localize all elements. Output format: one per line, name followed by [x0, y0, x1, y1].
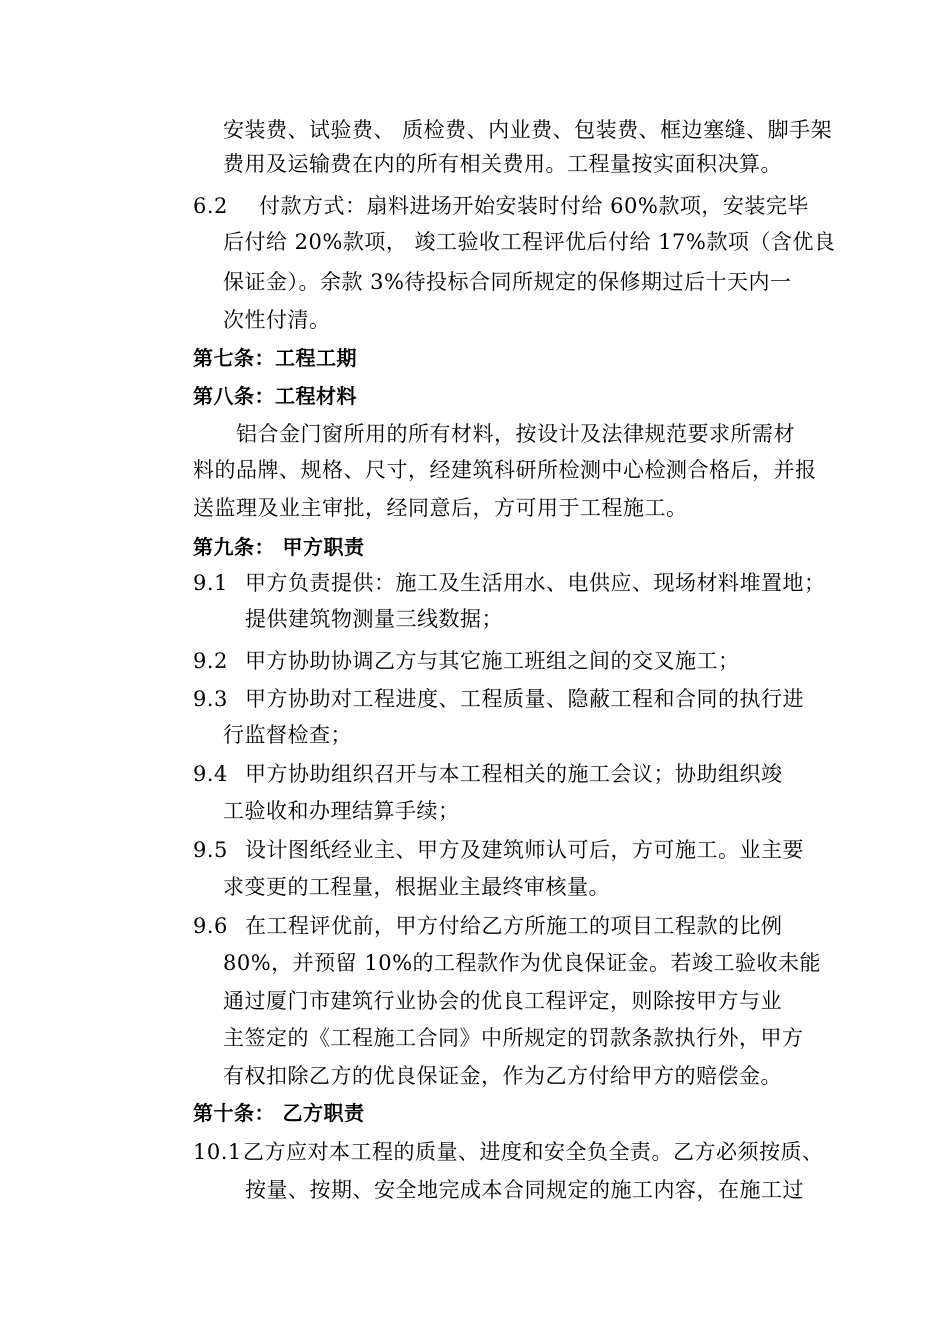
clause-number: 9.3 — [193, 687, 228, 711]
clause-6-2 — [193, 192, 809, 220]
clause-9-4 — [193, 760, 783, 788]
clause-text: 甲方协助对工程进度、工程质量、隐蔽工程和合同的执行进 — [245, 687, 804, 711]
clause-text: 付款方式：扇料进场开始安装时付给 60%款项，安装完毕 — [259, 194, 809, 218]
clause-number: 6.2 — [193, 194, 228, 218]
clause-number: 9.6 — [193, 914, 228, 938]
paragraph-line: 主签定的《工程施工合同》中所规定的罚款条款执行外，甲方 — [223, 1026, 804, 1050]
clause-number: 9.1 — [193, 571, 228, 595]
paragraph-line: 费用及运输费在内的所有相关费用。工程量按实面积决算。 — [223, 152, 782, 176]
paragraph-line: 有权扣除乙方的优良保证金，作为乙方付给甲方的赔偿金。 — [223, 1064, 782, 1088]
paragraph-line: 次性付清。 — [223, 308, 331, 332]
clause-9-2 — [193, 647, 740, 675]
article-7-heading: 第七条：工程工期 — [193, 346, 357, 370]
paragraph-line: 后付给 20%款项， 竣工验收工程评优后付给 17%款项（含优良 — [223, 230, 836, 254]
paragraph-line: 求变更的工程量，根据业主最终审核量。 — [223, 875, 610, 899]
article-9-heading: 第九条： 甲方职责 — [193, 535, 365, 559]
clause-9-3 — [193, 685, 804, 713]
paragraph-line: 送监理及业主审批，经同意后，方可用于工程施工。 — [193, 496, 688, 520]
clause-number: 9.4 — [193, 762, 228, 786]
clause-number: 9.5 — [193, 838, 228, 862]
paragraph-line: 保证金）。余款 3%待投标合同所规定的保修期过后十天内一 — [223, 270, 792, 294]
clause-10-1 — [193, 1138, 824, 1166]
paragraph-line: 通过厦门市建筑行业协会的优良工程评定，则除按甲方与业 — [223, 989, 782, 1013]
paragraph-line: 工验收和办理结算手续； — [223, 799, 460, 823]
paragraph-line: 提供建筑物测量三线数据； — [245, 607, 503, 631]
clause-number: 9.2 — [193, 649, 228, 673]
clause-9-5 — [193, 836, 804, 864]
clause-9-1 — [193, 569, 826, 597]
clause-number: 10.1 — [193, 1140, 242, 1164]
clause-text: 设计图纸经业主、甲方及建筑师认可后，方可施工。业主要 — [245, 838, 804, 862]
article-8-heading: 第八条：工程材料 — [193, 384, 357, 408]
clause-text: 甲方协助组织召开与本工程相关的施工会议；协助组织竣 — [245, 762, 783, 786]
clause-9-6 — [193, 912, 783, 940]
paragraph-line: 料的品牌、规格、尺寸，经建筑科研所检测中心检测合格后，并报 — [193, 458, 817, 482]
paragraph-line: 铝合金门窗所用的所有材料，按设计及法律规范要求所需材 — [236, 422, 795, 446]
clause-text: 在工程评优前，甲方付给乙方所施工的项目工程款的比例 — [245, 914, 783, 938]
clause-text: 甲方负责提供：施工及生活用水、电供应、现场材料堆置地； — [245, 571, 826, 595]
clause-text: 乙方应对本工程的质量、进度和安全负全责。乙方必须按质、 — [243, 1140, 824, 1164]
paragraph-line: 80%，并预留 10%的工程款作为优良保证金。若竣工验收未能 — [223, 951, 822, 975]
paragraph-line: 行监督检查； — [223, 723, 352, 747]
paragraph-line: 按量、按期、安全地完成本合同规定的施工内容，在施工过 — [245, 1178, 804, 1202]
clause-text: 甲方协助协调乙方与其它施工班组之间的交叉施工； — [245, 649, 740, 673]
article-10-heading: 第十条： 乙方职责 — [193, 1101, 365, 1125]
paragraph-line: 安装费、试验费、 质检费、内业费、包装费、框边塞缝、脚手架 — [223, 118, 833, 142]
